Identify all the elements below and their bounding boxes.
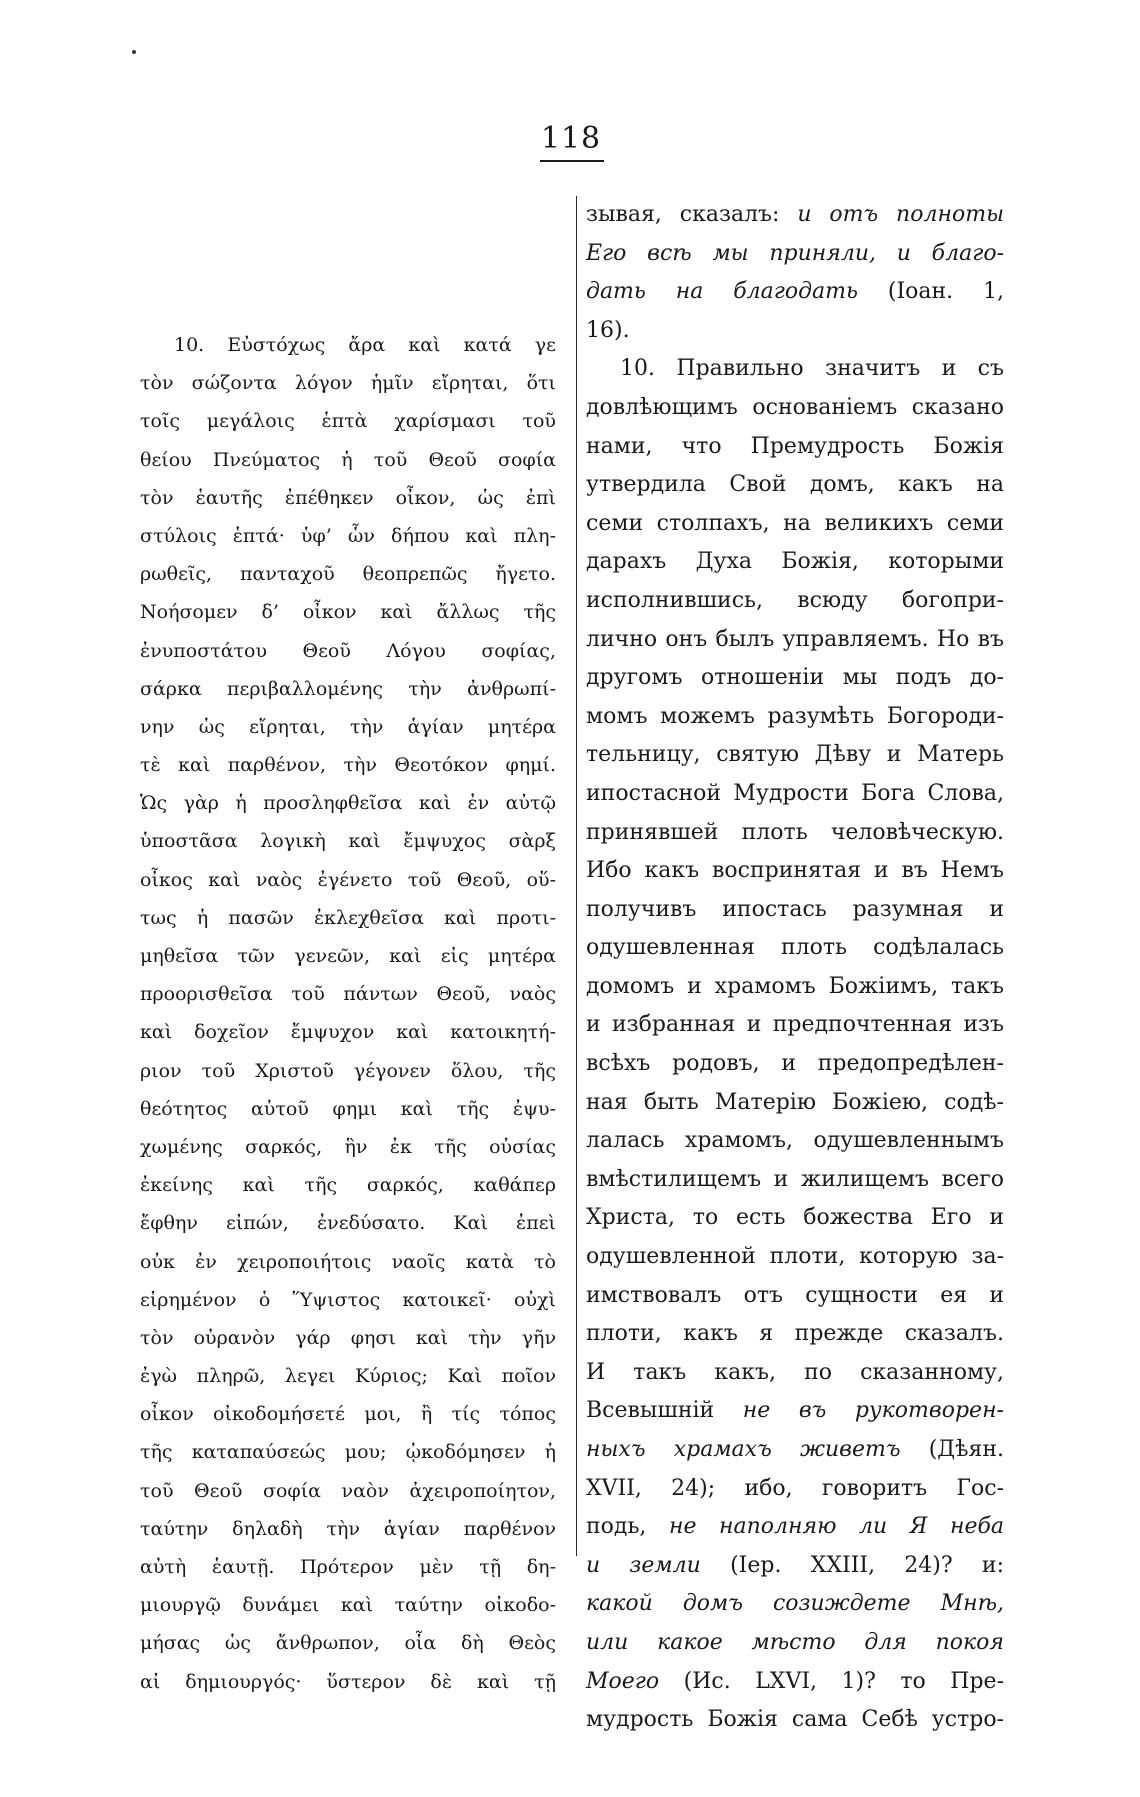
russian-line: [586, 428, 1004, 467]
greek-line: Νοήσομεν δ’ οἶκον καὶ ἄλλως τῆς: [140, 601, 556, 624]
greek-line: ριον τοῦ Χριστοῦ γέγονεν ὅλου, τῆς: [140, 1059, 556, 1082]
greek-line: ταύτην δηλαδὴ τὴν ἁγίαν παρθένον: [140, 1517, 556, 1540]
italic-quote-span: какой домъ созиждете Мнѣ,: [586, 1591, 1004, 1617]
greek-line: τῆς καταπαύσεώς μου; ᾠκοδόμησεν ἡ: [140, 1441, 556, 1464]
greek-line: ἐγὼ πληρῶ, λεγει Κύριος; Καὶ ποῖον: [140, 1365, 556, 1388]
italic-quote-span: Моего: [586, 1668, 660, 1694]
italic-quote-span: не наполняю ли Я неба: [668, 1514, 1005, 1540]
text-span: одушевленной плоти, которую за-: [586, 1244, 1004, 1270]
greek-line: χωμένης σαρκός, ἣν ἐκ τῆς οὐσίας: [140, 1135, 556, 1158]
text-span: (Дѣян.: [900, 1437, 1004, 1462]
text-span: (Ис. LXVI, 1)? то Пре-: [659, 1668, 1004, 1694]
text-span: утвердила Свой домъ, какъ на: [586, 472, 1004, 498]
text-span: всѣхъ родовъ, и предопредѣлен-: [586, 1051, 1004, 1077]
italic-quote-span: дать на благодать: [586, 279, 859, 305]
greek-line: μήσας ὡς ἄνθρωπον, οἷα δὴ Θεὸς: [140, 1632, 556, 1655]
russian-line: [586, 814, 1004, 853]
text-span: И такъ какъ, по сказанному,: [586, 1359, 1004, 1385]
greek-line: τὲ καὶ παρθένον, τὴν Θεοτόκον φημί.: [140, 754, 556, 777]
greek-line: σάρκα περιβαλλομένης τὴν ἀνθρωπί-: [140, 677, 556, 700]
russian-line: [586, 543, 1004, 582]
text-span: семи столпахъ, на великихъ семи: [586, 510, 1004, 536]
russian-column: [586, 196, 1004, 1740]
russian-line: [586, 582, 1004, 621]
greek-line: Ὡς γὰρ ἡ προσληφθεῖσα καὶ ἐν αὐτῷ: [140, 792, 556, 815]
text-span: 10. Правильно значитъ и съ: [620, 356, 1004, 382]
speck-mark: [132, 50, 136, 54]
text-span: (Іоан. 1,: [858, 279, 1004, 305]
russian-line: [586, 1277, 1004, 1316]
text-span: получивъ ипостась разумная и: [586, 896, 1004, 922]
text-span: домомъ и храмомъ Божіимъ, такъ: [586, 973, 1004, 999]
greek-line: θείου Πνεύματος ἡ τοῦ Θεοῦ σοφία: [140, 448, 556, 471]
greek-line: τὸν σώζοντα λόγον ἡμῖν εἴρηται, ὅτι: [140, 372, 556, 395]
text-span: Ибо какъ воспринятая и въ Немъ: [586, 858, 1004, 884]
greek-line: οἶκον οἰκοδομήσετέ μοι, ἢ τίς τόπος: [140, 1403, 556, 1426]
text-span: ипостасной Мудрости Бога Слова,: [586, 780, 1004, 806]
russian-line: [586, 1624, 1004, 1663]
russian-line: [586, 929, 1004, 968]
russian-line: [586, 350, 1004, 389]
russian-line: [586, 698, 1004, 737]
text-span: исполнившись, всюду богопри-: [586, 587, 1004, 613]
greek-line: αἰ δημιουργός· ὕστερον δὲ καὶ τῇ: [140, 1670, 556, 1693]
russian-line: [586, 505, 1004, 544]
text-span: зывая, сказалъ:: [586, 202, 798, 227]
text-span: лалась храмомъ, одушевленнымъ: [586, 1128, 1004, 1154]
italic-quote-span: ныхъ храмахъ живетъ: [586, 1437, 901, 1462]
russian-line: [586, 273, 1004, 312]
russian-line: [586, 891, 1004, 930]
text-span: тельницу, святую Дѣву и Матерь: [586, 742, 1004, 768]
text-span: дарахъ Духа Божія, которыми: [586, 549, 1004, 575]
russian-line: [586, 312, 1004, 351]
greek-line: ὑποστᾶσα λογικὴ καὶ ἔμψυχος σὰρξ: [140, 830, 556, 853]
russian-line: [586, 1470, 1004, 1509]
text-span: (Іер. XXIII, 24)? и:: [700, 1552, 1004, 1578]
greek-column: [140, 326, 556, 1701]
text-span: плоти, какъ я прежде сказалъ.: [586, 1321, 1004, 1347]
russian-line: [586, 621, 1004, 660]
russian-line: [586, 1199, 1004, 1238]
page-number: 118: [540, 121, 602, 156]
russian-line: [586, 1547, 1004, 1586]
russian-line: [586, 852, 1004, 891]
russian-line: [586, 1122, 1004, 1161]
italic-quote-span: Его всѣ мы приняли, и благо-: [586, 240, 1004, 266]
text-span: другомъ отношеніи мы подъ до-: [586, 665, 1004, 691]
greek-line: καὶ δοχεῖον ἔμψυχον καὶ κατοικητή-: [140, 1021, 556, 1044]
russian-line: [586, 1238, 1004, 1277]
russian-line: [586, 1431, 1004, 1470]
russian-line: [586, 389, 1004, 428]
greek-line: νην ὡς εἴρηται, τὴν ἁγίαν μητέρα: [140, 715, 556, 738]
russian-line: [586, 1701, 1004, 1740]
italic-quote-span: или какое мѣсто для покоя: [586, 1629, 1004, 1655]
greek-line: ρωθεῖς, πανταχοῦ θεοπρεπῶς ἤγετο.: [140, 563, 556, 586]
russian-line: [586, 466, 1004, 505]
russian-line: [586, 1084, 1004, 1123]
text-span: и избранная и предпочтенная изъ: [586, 1012, 1004, 1038]
russian-line: [586, 1045, 1004, 1084]
italic-quote-span: и земли: [586, 1552, 701, 1578]
greek-line: ἔφθην εἰπών, ἐνεδύσατο. Καὶ ἐπεὶ: [140, 1212, 556, 1235]
greek-line: εἰρημένον ὁ Ὕψιστος κατοικεῖ· οὐχὶ: [140, 1288, 556, 1311]
column-divider: [576, 196, 577, 1556]
text-span: принявшей плоть человѣческую.: [586, 819, 1004, 845]
russian-line: [586, 1354, 1004, 1393]
russian-line: [586, 1161, 1004, 1200]
text-span: вмѣстилищемъ и жилищемъ всего: [586, 1166, 1004, 1192]
russian-line: [586, 775, 1004, 814]
greek-line: οἶκος καὶ ναὸς ἐγένετο τοῦ Θεοῦ, οὕ-: [140, 868, 556, 891]
text-span: подь,: [586, 1514, 669, 1540]
russian-line: [586, 1663, 1004, 1702]
greek-line: θεότητος αὐτοῦ φημι καὶ τῆς ἐψυ-: [140, 1097, 556, 1120]
russian-line: [586, 1315, 1004, 1354]
greek-line: προορισθεῖσα τοῦ πάντων Θεοῦ, ναὸς: [140, 983, 556, 1006]
text-span: мудрость Божія сама Себѣ устро-: [586, 1707, 1004, 1733]
page-number-rule: [540, 160, 604, 162]
russian-line: [586, 1508, 1004, 1547]
greek-line: μηθεῖσα τῶν γενεῶν, καὶ εἰς μητέρα: [140, 945, 556, 967]
greek-line: τως ἡ πασῶν ἐκλεχθεῖσα καὶ προτι-: [140, 906, 556, 929]
text-span: Всевышній: [586, 1398, 743, 1424]
russian-line: [586, 968, 1004, 1007]
russian-line: [586, 659, 1004, 698]
russian-line: [586, 196, 1004, 235]
greek-line: τοῖς μεγάλοις ἑπτὰ χαρίσμασι τοῦ: [140, 410, 556, 433]
greek-line: τοῦ Θεοῦ σοφία ναὸν ἀχειροποίητον,: [140, 1479, 556, 1502]
greek-line: στύλοις ἑπτά· ὑφ’ ὧν δήπου καὶ πλη-: [140, 524, 556, 547]
greek-line: μιουργῷ δυνάμει καὶ ταύτην οἰκοδο-: [140, 1594, 556, 1617]
text-span: довлѣющимъ основаніемъ сказано: [586, 394, 1004, 420]
greek-line: τὸν ἑαυτῆς ἐπέθηκεν οἶκον, ὡς ἐπὶ: [140, 486, 556, 509]
text-span: нами, что Премудрость Божія: [586, 433, 1004, 459]
greek-line: 10. Εὐστόχως ἄρα καὶ κατά γε: [174, 334, 556, 356]
italic-quote-span: и отъ полноты: [797, 202, 1004, 227]
text-span: момъ можемъ разумѣть Богороди-: [586, 703, 1004, 729]
text-span: ная быть Матерію Божіею, содѣ-: [586, 1089, 1004, 1115]
text-span: лично онъ былъ управляемъ. Но въ: [586, 626, 1004, 652]
russian-line: [586, 235, 1004, 274]
text-span: одушевленная плоть содѣлалась: [586, 935, 1004, 961]
text-span: имствовалъ отъ сущности ея и: [586, 1282, 1004, 1308]
greek-line: ἐνυποστάτου Θεοῦ Λόγου σοφίας,: [140, 639, 556, 662]
greek-line: οὐκ ἐν χειροποιήτοις ναοῖς κατὰ τὸ: [140, 1250, 556, 1273]
text-span: 16).: [586, 317, 630, 343]
russian-line: [586, 1392, 1004, 1431]
greek-line: τὸν οὐρανὸν γάρ φησι καὶ τὴν γῆν: [140, 1326, 556, 1349]
russian-line: [586, 736, 1004, 775]
russian-line: [586, 1585, 1004, 1624]
text-span: XVII, 24); ибо, говоритъ Гос-: [586, 1475, 1004, 1501]
greek-line: αὐτὴ ἑαυτῇ. Πρότερον μὲν τῇ δη-: [140, 1556, 556, 1578]
russian-line: [586, 1006, 1004, 1045]
italic-quote-span: не въ рукотворен-: [742, 1398, 1004, 1424]
text-span: Христа, то есть божества Его и: [586, 1205, 1004, 1231]
greek-line: ἐκείνης καὶ τῆς σαρκός, καθάπερ: [140, 1174, 556, 1197]
